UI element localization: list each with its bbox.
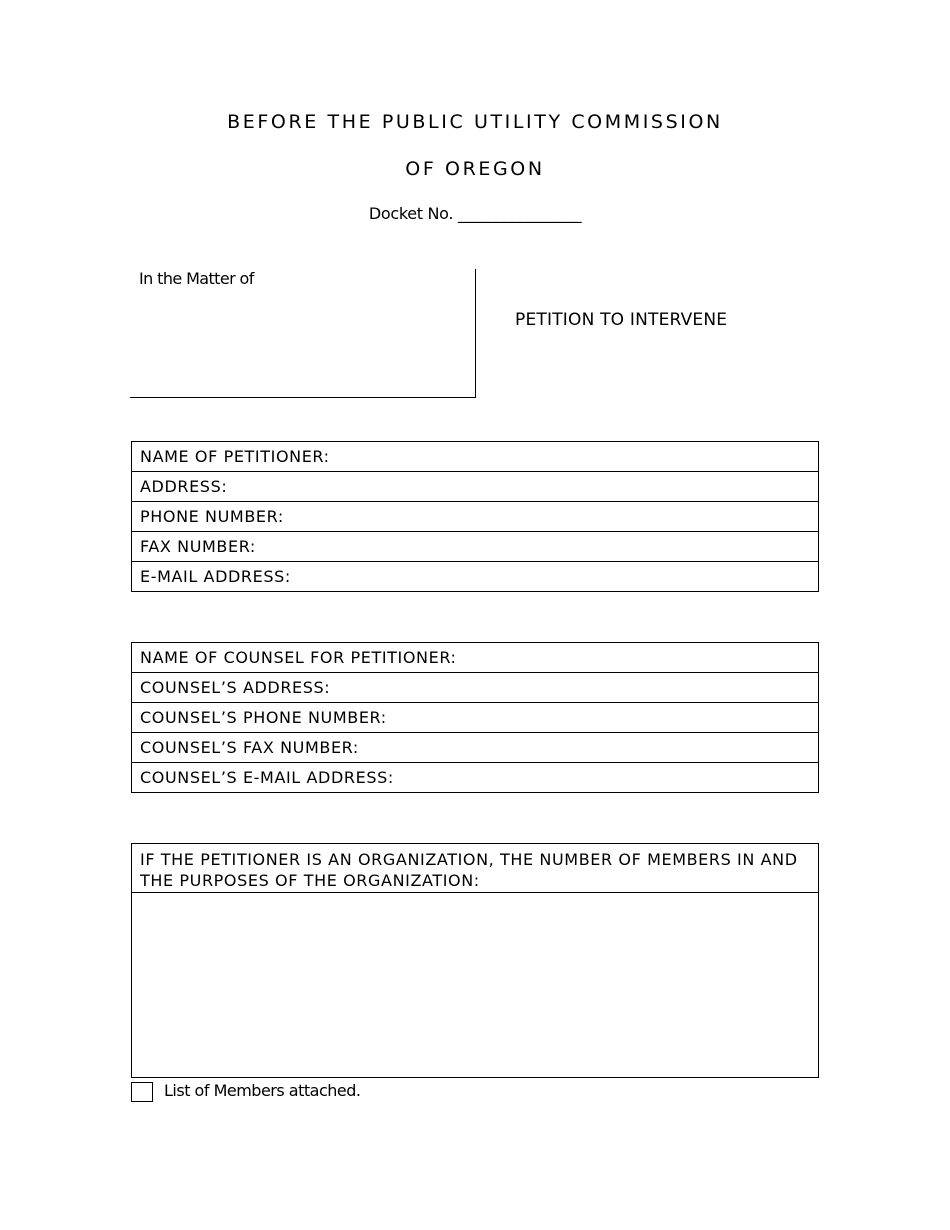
members-attached-label: List of Members attached. [164,1081,361,1100]
counsel-address-field[interactable]: COUNSEL’S ADDRESS: [132,673,819,703]
table-row [132,733,819,763]
counsel-info-table [131,642,819,793]
table-row [132,643,819,673]
counsel-fax-field[interactable]: COUNSEL’S FAX NUMBER: [132,733,819,763]
members-attached-checkbox[interactable] [131,1082,153,1102]
counsel-phone-field[interactable]: COUNSEL’S PHONE NUMBER: [132,703,819,733]
counsel-name-field[interactable]: NAME OF COUNSEL FOR PETITIONER: [132,643,819,673]
table-row [132,502,819,532]
table-row [132,703,819,733]
counsel-email-field[interactable]: COUNSEL’S E-MAIL ADDRESS: [132,763,819,793]
petitioner-fax-field[interactable]: FAX NUMBER: [132,532,819,562]
petition-title: PETITION TO INTERVENE [515,310,728,330]
table-row [132,532,819,562]
petitioner-name-field[interactable]: NAME OF PETITIONER: [132,442,819,472]
table-row [132,442,819,472]
organization-label: IF THE PETITIONER IS AN ORGANIZATION, THE NUMBER OF MEMBERS IN AND THE PURPOSES OF THE ORGANIZATION: [132,844,818,893]
docket-number: Docket No. ________________ [368,204,582,223]
organization-textarea[interactable] [132,893,818,1077]
petitioner-info-table [131,441,819,592]
matter-label: In the Matter of [139,269,254,288]
table-row [132,472,819,502]
table-row [132,763,819,793]
table-row [132,673,819,703]
title-line-2: OF OREGON [405,158,545,180]
matter-caption-box [130,269,476,398]
title-line-1: BEFORE THE PUBLIC UTILITY COMMISSION [227,111,723,133]
petitioner-email-field[interactable]: E-MAIL ADDRESS: [132,562,819,592]
organization-section [131,843,819,1078]
petitioner-phone-field[interactable]: PHONE NUMBER: [132,502,819,532]
petitioner-address-field[interactable]: ADDRESS: [132,472,819,502]
table-row [132,562,819,592]
